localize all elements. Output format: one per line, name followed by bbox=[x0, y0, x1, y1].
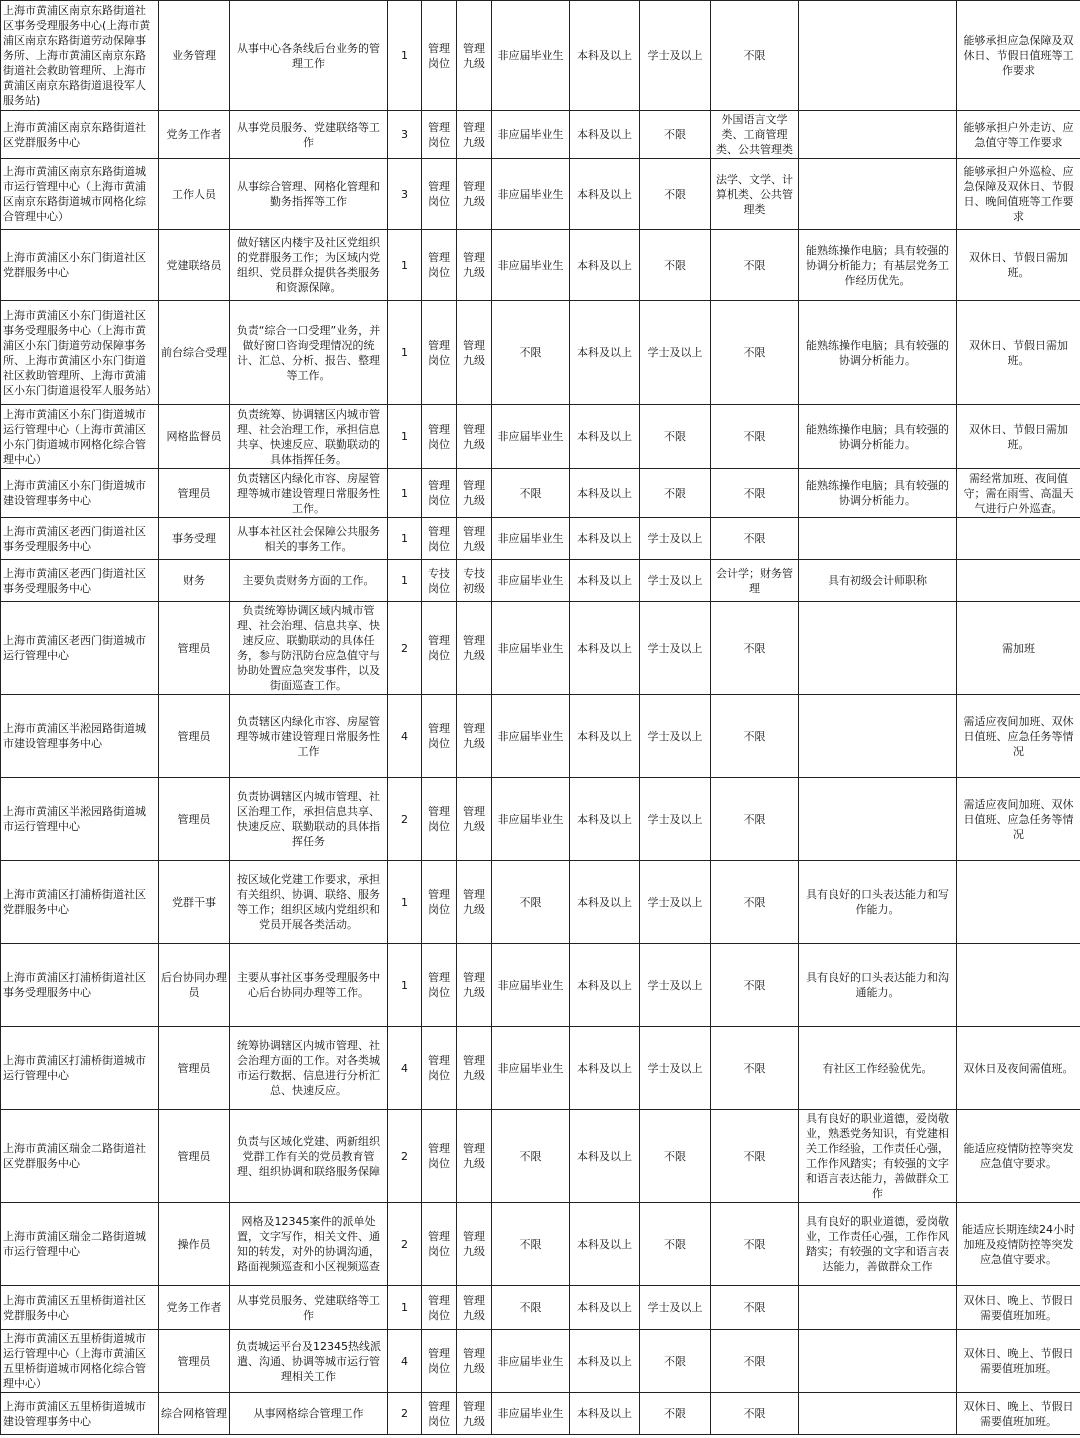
table-row bbox=[1, 159, 1080, 230]
other-requirements-cell: 具有初级会计师职称 bbox=[799, 560, 957, 602]
position-cell: 网格监督员 bbox=[159, 405, 230, 469]
count-cell: 1 bbox=[388, 1, 422, 111]
education-cell: 本科及以上 bbox=[570, 695, 640, 778]
education-cell: 本科及以上 bbox=[570, 1203, 640, 1286]
remark-cell: 需经常加班、夜间值守；需在雨雪、高温天气进行户外巡查。 bbox=[957, 469, 1080, 518]
duty-cell: 负责辖区内绿化市容、房屋管理等城市建设管理日常服务性工作 bbox=[230, 695, 388, 778]
duty-cell: 负责辖区内绿化市容、房屋管理等城市建设管理日常服务性工作。 bbox=[230, 469, 388, 518]
remark-cell bbox=[957, 518, 1080, 560]
degree-cell: 学士及以上 bbox=[640, 944, 711, 1027]
unit-cell: 上海市黄浦区小东门街道城市建设管理事务中心 bbox=[1, 469, 159, 518]
position-cell: 党务工作者 bbox=[159, 1286, 230, 1330]
other-requirements-cell: 具有良好的职业道德，爱岗敬业，工作责任心强，工作作风踏实；有较强的文字和语言表达能力，善做群众工作 bbox=[799, 1203, 957, 1286]
position-cell: 管理员 bbox=[159, 469, 230, 518]
unit-cell: 上海市黄浦区五里桥街道城市运行管理中心（上海市黄浦区五里桥街道城市网格化综合管理中心） bbox=[1, 1330, 159, 1393]
major-cell: 不限 bbox=[711, 405, 799, 469]
other-requirements-cell: 有社区工作经验优先。 bbox=[799, 1027, 957, 1110]
other-requirements-cell bbox=[799, 111, 957, 159]
table-row bbox=[1, 1203, 1080, 1286]
education-cell: 本科及以上 bbox=[570, 1, 640, 111]
education-cell: 本科及以上 bbox=[570, 602, 640, 695]
count-cell: 3 bbox=[388, 159, 422, 230]
position-cell: 前台综合受理 bbox=[159, 301, 230, 405]
education-cell: 本科及以上 bbox=[570, 1393, 640, 1435]
table-row bbox=[1, 944, 1080, 1027]
duty-cell: 负责协调辖区内城市管理、社区治理工作，承担信息共享、快速反应、联勤联动的具体指挥任务 bbox=[230, 778, 388, 861]
other-requirements-cell: 能熟练操作电脑；具有较强的协调分析能力。 bbox=[799, 405, 957, 469]
category-cell: 管理岗位 bbox=[422, 111, 457, 159]
remark-cell: 双休日、晚上、节假日需要值班加班。 bbox=[957, 1286, 1080, 1330]
other-requirements-cell: 具有良好的职业道德，爱岗敬业，熟悉党务知识，有党建相关工作经验，工作责任心强，工作作风踏实；有较强的文字和语言表达能力，善做群众工作 bbox=[799, 1110, 957, 1203]
unit-cell: 上海市黄浦区小东门街道社区党群服务中心 bbox=[1, 230, 159, 301]
unit-cell: 上海市黄浦区打浦桥街道城市运行管理中心 bbox=[1, 1027, 159, 1110]
duty-cell: 统筹协调辖区内城市管理、社会治理方面的工作。对各类城市运行数据、信息进行分析汇总、快速反应。 bbox=[230, 1027, 388, 1110]
unit-cell: 上海市黄浦区五里桥街道城市建设管理事务中心 bbox=[1, 1393, 159, 1435]
category-cell: 专技岗位 bbox=[422, 560, 457, 602]
major-cell: 不限 bbox=[711, 1027, 799, 1110]
other-requirements-cell bbox=[799, 1393, 957, 1435]
degree-cell: 学士及以上 bbox=[640, 1, 711, 111]
major-cell: 不限 bbox=[711, 1110, 799, 1203]
remark-cell: 能够承担应急保障及双休日、节假日值班等工作要求 bbox=[957, 1, 1080, 111]
count-cell: 1 bbox=[388, 518, 422, 560]
level-cell: 管理九级 bbox=[457, 1286, 492, 1330]
major-cell: 不限 bbox=[711, 778, 799, 861]
level-cell: 管理九级 bbox=[457, 778, 492, 861]
duty-cell: 负责统筹协调区域内城市管理、社会治理、信息共享、快速反应、联勤联动的具体任务，参与防汛防台应急值守与协助处置应急突发事件，以及街面巡查工作。 bbox=[230, 602, 388, 695]
position-cell: 管理员 bbox=[159, 695, 230, 778]
unit-cell: 上海市黄浦区打浦桥街道社区党群服务中心 bbox=[1, 861, 159, 944]
major-cell: 不限 bbox=[711, 1203, 799, 1286]
degree-cell: 不限 bbox=[640, 1203, 711, 1286]
major-cell: 不限 bbox=[711, 602, 799, 695]
remark-cell: 需适应夜间加班、双休日值班、应急任务等情况 bbox=[957, 695, 1080, 778]
education-cell: 本科及以上 bbox=[570, 1330, 640, 1393]
education-cell: 本科及以上 bbox=[570, 518, 640, 560]
count-cell: 4 bbox=[388, 1027, 422, 1110]
target-cell: 非应届毕业生 bbox=[492, 159, 570, 230]
category-cell: 管理岗位 bbox=[422, 778, 457, 861]
position-cell: 管理员 bbox=[159, 778, 230, 861]
major-cell: 不限 bbox=[711, 518, 799, 560]
remark-cell bbox=[957, 861, 1080, 944]
remark-cell: 双休日及夜间需值班。 bbox=[957, 1027, 1080, 1110]
degree-cell: 不限 bbox=[640, 111, 711, 159]
category-cell: 管理岗位 bbox=[422, 405, 457, 469]
unit-cell: 上海市黄浦区老西门街道城市运行管理中心 bbox=[1, 602, 159, 695]
remark-cell: 双休日、晚上、节假日需要值班加班。 bbox=[957, 1330, 1080, 1393]
category-cell: 管理岗位 bbox=[422, 1393, 457, 1435]
table-row bbox=[1, 1393, 1080, 1435]
major-cell: 不限 bbox=[711, 301, 799, 405]
degree-cell: 学士及以上 bbox=[640, 560, 711, 602]
major-cell: 不限 bbox=[711, 1393, 799, 1435]
education-cell: 本科及以上 bbox=[570, 944, 640, 1027]
other-requirements-cell: 能熟练操作电脑；具有较强的协调分析能力。 bbox=[799, 301, 957, 405]
level-cell: 管理九级 bbox=[457, 301, 492, 405]
category-cell: 管理岗位 bbox=[422, 1110, 457, 1203]
duty-cell: 做好辖区内楼宇及社区党组织的党群服务工作；为区域内党组织、党员群众提供各类服务和资源保障。 bbox=[230, 230, 388, 301]
level-cell: 管理九级 bbox=[457, 1203, 492, 1286]
table-row bbox=[1, 1330, 1080, 1393]
education-cell: 本科及以上 bbox=[570, 230, 640, 301]
target-cell: 非应届毕业生 bbox=[492, 695, 570, 778]
level-cell: 管理九级 bbox=[457, 111, 492, 159]
remark-cell: 双休日、节假日需加班。 bbox=[957, 301, 1080, 405]
target-cell: 非应届毕业生 bbox=[492, 602, 570, 695]
duty-cell: 网格及12345案件的派单处置，文字写作，相关文件、通知的转发，对外的协调沟通，路面视频巡查和小区视频巡查 bbox=[230, 1203, 388, 1286]
major-cell: 不限 bbox=[711, 695, 799, 778]
education-cell: 本科及以上 bbox=[570, 1027, 640, 1110]
target-cell: 非应届毕业生 bbox=[492, 1330, 570, 1393]
unit-cell: 上海市黄浦区小东门街道城市运行管理中心（上海市黄浦区小东门街道城市网格化综合管理中心） bbox=[1, 405, 159, 469]
degree-cell: 学士及以上 bbox=[640, 778, 711, 861]
degree-cell: 学士及以上 bbox=[640, 518, 711, 560]
other-requirements-cell: 能熟练操作电脑；具有较强的协调分析能力；有基层党务工作经历优先。 bbox=[799, 230, 957, 301]
position-cell: 党群干事 bbox=[159, 861, 230, 944]
category-cell: 管理岗位 bbox=[422, 159, 457, 230]
position-cell: 业务管理 bbox=[159, 1, 230, 111]
other-requirements-cell bbox=[799, 518, 957, 560]
duty-cell: 从事综合管理、网格化管理和勤务指挥等工作 bbox=[230, 159, 388, 230]
duty-cell: 负责与区域化党建、两新组织党群工作有关的党员教育管理、组织协调和联络服务保障 bbox=[230, 1110, 388, 1203]
duty-cell: 从事党员服务、党建联络等工作 bbox=[230, 111, 388, 159]
target-cell: 不限 bbox=[492, 301, 570, 405]
other-requirements-cell: 具有良好的口头表达能力和写作能力。 bbox=[799, 861, 957, 944]
target-cell: 非应届毕业生 bbox=[492, 405, 570, 469]
education-cell: 本科及以上 bbox=[570, 159, 640, 230]
degree-cell: 学士及以上 bbox=[640, 695, 711, 778]
target-cell: 非应届毕业生 bbox=[492, 1, 570, 111]
education-cell: 本科及以上 bbox=[570, 301, 640, 405]
table-row bbox=[1, 560, 1080, 602]
duty-cell: 从事网格综合管理工作 bbox=[230, 1393, 388, 1435]
table-row bbox=[1, 111, 1080, 159]
other-requirements-cell bbox=[799, 778, 957, 861]
duty-cell: 从事党员服务、党建联络等工作 bbox=[230, 1286, 388, 1330]
education-cell: 本科及以上 bbox=[570, 861, 640, 944]
education-cell: 本科及以上 bbox=[570, 560, 640, 602]
other-requirements-cell bbox=[799, 159, 957, 230]
table-row bbox=[1, 469, 1080, 518]
major-cell: 会计学；财务管理 bbox=[711, 560, 799, 602]
unit-cell: 上海市黄浦区南京东路街道社区事务受理服务中心(上海市黄浦区南京东路街道劳动保障事务所、上海市黄浦区南京东路街道社会救助管理所、上海市黄浦区南京东路街道退役军人服务站) bbox=[1, 1, 159, 111]
remark-cell: 双休日、节假日需加班。 bbox=[957, 405, 1080, 469]
duty-cell: 从事中心各条线后台业务的管理工作 bbox=[230, 1, 388, 111]
degree-cell: 学士及以上 bbox=[640, 301, 711, 405]
degree-cell: 学士及以上 bbox=[640, 861, 711, 944]
position-cell: 管理员 bbox=[159, 1027, 230, 1110]
position-cell: 党务工作者 bbox=[159, 111, 230, 159]
target-cell: 非应届毕业生 bbox=[492, 944, 570, 1027]
category-cell: 管理岗位 bbox=[422, 1027, 457, 1110]
major-cell: 外国语言文学类、工商管理类、公共管理类 bbox=[711, 111, 799, 159]
degree-cell: 不限 bbox=[640, 230, 711, 301]
level-cell: 管理九级 bbox=[457, 695, 492, 778]
level-cell: 管理九级 bbox=[457, 469, 492, 518]
other-requirements-cell bbox=[799, 1286, 957, 1330]
education-cell: 本科及以上 bbox=[570, 1110, 640, 1203]
other-requirements-cell bbox=[799, 1, 957, 111]
count-cell: 1 bbox=[388, 405, 422, 469]
level-cell: 管理九级 bbox=[457, 944, 492, 1027]
category-cell: 管理岗位 bbox=[422, 1203, 457, 1286]
level-cell: 管理九级 bbox=[457, 1110, 492, 1203]
major-cell: 不限 bbox=[711, 230, 799, 301]
category-cell: 管理岗位 bbox=[422, 1, 457, 111]
table-row bbox=[1, 1, 1080, 111]
duty-cell: 负责统筹、协调辖区内城市管理、社会治理工作，承担信息共享、快速反应、联勤联动的具体指挥任务。 bbox=[230, 405, 388, 469]
level-cell: 管理九级 bbox=[457, 1, 492, 111]
remark-cell: 能够承担户外巡检、应急保障及双休日、节假日、晚间值班等工作要求 bbox=[957, 159, 1080, 230]
remark-cell: 需加班 bbox=[957, 602, 1080, 695]
unit-cell: 上海市黄浦区南京东路街道城市运行管理中心（上海市黄浦区南京东路街道城市网格化综合管理中心） bbox=[1, 159, 159, 230]
duty-cell: 主要从事社区事务受理服务中心后台协同办理等工作。 bbox=[230, 944, 388, 1027]
target-cell: 非应届毕业生 bbox=[492, 560, 570, 602]
remark-cell: 能适应长期连续24小时加班及疫情防控等突发应急值守要求。 bbox=[957, 1203, 1080, 1286]
position-cell: 管理员 bbox=[159, 1330, 230, 1393]
target-cell: 非应届毕业生 bbox=[492, 111, 570, 159]
position-cell: 财务 bbox=[159, 560, 230, 602]
education-cell: 本科及以上 bbox=[570, 405, 640, 469]
level-cell: 管理九级 bbox=[457, 602, 492, 695]
position-cell: 管理员 bbox=[159, 602, 230, 695]
degree-cell: 不限 bbox=[640, 159, 711, 230]
position-cell: 管理员 bbox=[159, 1110, 230, 1203]
category-cell: 管理岗位 bbox=[422, 861, 457, 944]
target-cell: 非应届毕业生 bbox=[492, 230, 570, 301]
unit-cell: 上海市黄浦区老西门街道社区事务受理服务中心 bbox=[1, 518, 159, 560]
count-cell: 2 bbox=[388, 1110, 422, 1203]
category-cell: 管理岗位 bbox=[422, 301, 457, 405]
count-cell: 2 bbox=[388, 602, 422, 695]
duty-cell: 负责城运平台及12345热线派遣、沟通、协调等城市运行管理相关工作 bbox=[230, 1330, 388, 1393]
level-cell: 管理九级 bbox=[457, 1330, 492, 1393]
category-cell: 管理岗位 bbox=[422, 230, 457, 301]
target-cell: 不限 bbox=[492, 861, 570, 944]
unit-cell: 上海市黄浦区南京东路街道社区党群服务中心 bbox=[1, 111, 159, 159]
target-cell: 非应届毕业生 bbox=[492, 1027, 570, 1110]
unit-cell: 上海市黄浦区半淞园路街道城市运行管理中心 bbox=[1, 778, 159, 861]
table-row bbox=[1, 518, 1080, 560]
target-cell: 不限 bbox=[492, 469, 570, 518]
count-cell: 2 bbox=[388, 1393, 422, 1435]
target-cell: 不限 bbox=[492, 1286, 570, 1330]
remark-cell: 双休日、晚上、节假日需要值班加班。 bbox=[957, 1393, 1080, 1435]
position-cell: 综合网格管理 bbox=[159, 1393, 230, 1435]
target-cell: 不限 bbox=[492, 1110, 570, 1203]
table-row bbox=[1, 1286, 1080, 1330]
degree-cell: 不限 bbox=[640, 405, 711, 469]
position-cell: 操作员 bbox=[159, 1203, 230, 1286]
degree-cell: 不限 bbox=[640, 1393, 711, 1435]
level-cell: 管理九级 bbox=[457, 230, 492, 301]
level-cell: 管理九级 bbox=[457, 159, 492, 230]
unit-cell: 上海市黄浦区老西门街道社区事务受理服务中心 bbox=[1, 560, 159, 602]
unit-cell: 上海市黄浦区打浦桥街道社区事务受理服务中心 bbox=[1, 944, 159, 1027]
major-cell: 不限 bbox=[711, 469, 799, 518]
table-row bbox=[1, 695, 1080, 778]
count-cell: 2 bbox=[388, 1203, 422, 1286]
count-cell: 1 bbox=[388, 944, 422, 1027]
degree-cell: 不限 bbox=[640, 1110, 711, 1203]
count-cell: 1 bbox=[388, 301, 422, 405]
target-cell: 非应届毕业生 bbox=[492, 518, 570, 560]
level-cell: 管理九级 bbox=[457, 1393, 492, 1435]
major-cell: 不限 bbox=[711, 1, 799, 111]
major-cell: 不限 bbox=[711, 1286, 799, 1330]
unit-cell: 上海市黄浦区小东门街道社区事务受理服务中心（上海市黄浦区小东门街道劳动保障事务所、上海市黄浦区小东门街道社区救助管理所、上海市黄浦区小东门街道退役军人服务站） bbox=[1, 301, 159, 405]
target-cell: 非应届毕业生 bbox=[492, 1393, 570, 1435]
other-requirements-cell: 具有良好的口头表达能力和沟通能力。 bbox=[799, 944, 957, 1027]
level-cell: 专技初级 bbox=[457, 560, 492, 602]
remark-cell: 需适应夜间加班、双休日值班、应急任务等情况 bbox=[957, 778, 1080, 861]
table-row bbox=[1, 778, 1080, 861]
count-cell: 4 bbox=[388, 695, 422, 778]
education-cell: 本科及以上 bbox=[570, 1286, 640, 1330]
remark-cell: 双休日、节假日需加班。 bbox=[957, 230, 1080, 301]
remark-cell: 能适应疫情防控等突发应急值守要求。 bbox=[957, 1110, 1080, 1203]
level-cell: 管理九级 bbox=[457, 861, 492, 944]
education-cell: 本科及以上 bbox=[570, 111, 640, 159]
category-cell: 管理岗位 bbox=[422, 695, 457, 778]
count-cell: 3 bbox=[388, 111, 422, 159]
count-cell: 4 bbox=[388, 1330, 422, 1393]
degree-cell: 学士及以上 bbox=[640, 1027, 711, 1110]
table-row bbox=[1, 1027, 1080, 1110]
other-requirements-cell: 能熟练操作电脑；具有较强的协调分析能力。 bbox=[799, 469, 957, 518]
degree-cell: 不限 bbox=[640, 469, 711, 518]
education-cell: 本科及以上 bbox=[570, 469, 640, 518]
level-cell: 管理九级 bbox=[457, 1027, 492, 1110]
count-cell: 1 bbox=[388, 861, 422, 944]
table-row bbox=[1, 230, 1080, 301]
category-cell: 管理岗位 bbox=[422, 1330, 457, 1393]
level-cell: 管理九级 bbox=[457, 518, 492, 560]
other-requirements-cell bbox=[799, 695, 957, 778]
target-cell: 不限 bbox=[492, 1203, 570, 1286]
unit-cell: 上海市黄浦区五里桥街道社区党群服务中心 bbox=[1, 1286, 159, 1330]
unit-cell: 上海市黄浦区瑞金二路街道社区党群服务中心 bbox=[1, 1110, 159, 1203]
table-row bbox=[1, 301, 1080, 405]
level-cell: 管理九级 bbox=[457, 405, 492, 469]
education-cell: 本科及以上 bbox=[570, 778, 640, 861]
degree-cell: 学士及以上 bbox=[640, 602, 711, 695]
category-cell: 管理岗位 bbox=[422, 518, 457, 560]
category-cell: 管理岗位 bbox=[422, 602, 457, 695]
table-row bbox=[1, 861, 1080, 944]
job-table-body bbox=[1, 1, 1080, 1435]
count-cell: 1 bbox=[388, 469, 422, 518]
category-cell: 管理岗位 bbox=[422, 944, 457, 1027]
position-cell: 党建联络员 bbox=[159, 230, 230, 301]
count-cell: 1 bbox=[388, 1286, 422, 1330]
category-cell: 管理岗位 bbox=[422, 469, 457, 518]
count-cell: 1 bbox=[388, 560, 422, 602]
table-row bbox=[1, 405, 1080, 469]
category-cell: 管理岗位 bbox=[422, 1286, 457, 1330]
major-cell: 不限 bbox=[711, 1330, 799, 1393]
major-cell: 不限 bbox=[711, 944, 799, 1027]
table-row bbox=[1, 602, 1080, 695]
table-row bbox=[1, 1110, 1080, 1203]
duty-cell: 主要负责财务方面的工作。 bbox=[230, 560, 388, 602]
position-cell: 事务受理 bbox=[159, 518, 230, 560]
other-requirements-cell bbox=[799, 602, 957, 695]
position-cell: 后台协同办理员 bbox=[159, 944, 230, 1027]
count-cell: 1 bbox=[388, 230, 422, 301]
unit-cell: 上海市黄浦区半淞园路街道城市建设管理事务中心 bbox=[1, 695, 159, 778]
duty-cell: 从事本社区社会保障公共服务相关的事务工作。 bbox=[230, 518, 388, 560]
unit-cell: 上海市黄浦区瑞金二路街道城市运行管理中心 bbox=[1, 1203, 159, 1286]
duty-cell: 负责“综合一口受理”业务，并做好窗口咨询受理情况的统计、汇总、分析、报告、整理等工作。 bbox=[230, 301, 388, 405]
remark-cell bbox=[957, 944, 1080, 1027]
degree-cell: 学士及以上 bbox=[640, 1286, 711, 1330]
position-cell: 工作人员 bbox=[159, 159, 230, 230]
remark-cell bbox=[957, 560, 1080, 602]
major-cell: 法学、文学、计算机类、公共管理类 bbox=[711, 159, 799, 230]
major-cell: 不限 bbox=[711, 861, 799, 944]
degree-cell: 不限 bbox=[640, 1330, 711, 1393]
other-requirements-cell bbox=[799, 1330, 957, 1393]
target-cell: 非应届毕业生 bbox=[492, 778, 570, 861]
count-cell: 2 bbox=[388, 778, 422, 861]
duty-cell: 按区域化党建工作要求，承担有关组织、协调、联络、服务等工作；组织区域内党组织和党员开展各类活动。 bbox=[230, 861, 388, 944]
remark-cell: 能够承担户外走访、应急值守等工作要求 bbox=[957, 111, 1080, 159]
